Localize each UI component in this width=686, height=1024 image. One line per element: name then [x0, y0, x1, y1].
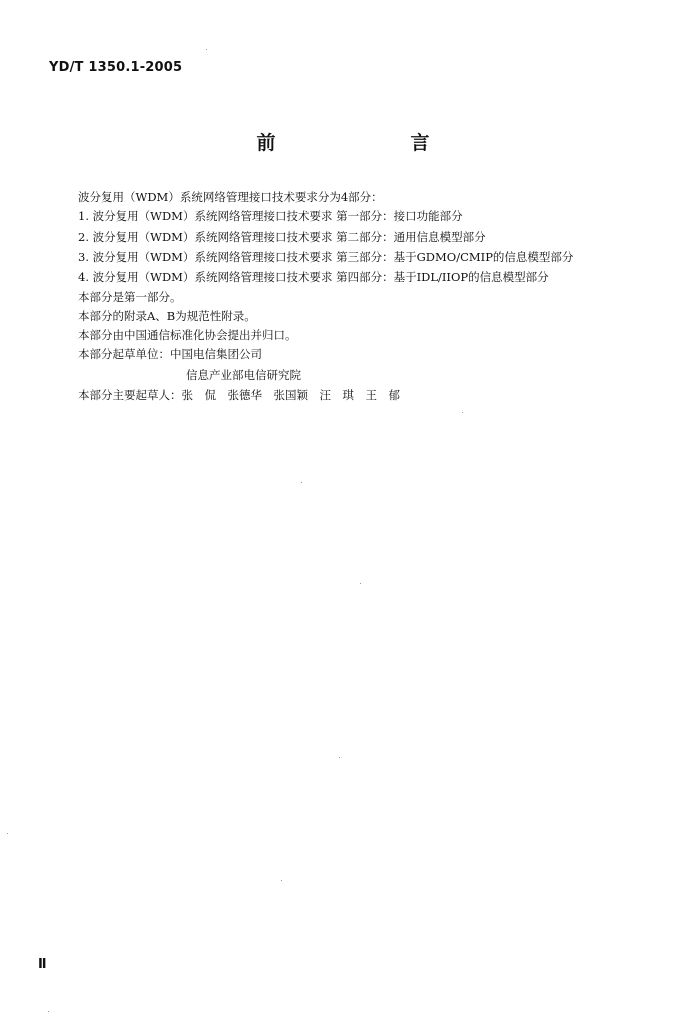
- scan-speck: [48, 1011, 49, 1012]
- proposer-line: 本部分由中国通信标准化协会提出并归口。: [78, 328, 297, 342]
- intro-line: 波分复用（WDM）系统网络管理接口技术要求分为4部分：: [78, 190, 383, 204]
- scan-speck: [360, 583, 361, 584]
- scan-speck: [462, 412, 463, 413]
- annex-line: 本部分的附录A、B为规范性附录。: [78, 309, 256, 323]
- scan-speck: [339, 757, 340, 758]
- part-1-line: 1. 波分复用（WDM）系统网络管理接口技术要求 第一部分：接口功能部分: [78, 209, 463, 223]
- drafting-unit-line: 本部分起草单位：中国电信集团公司: [78, 347, 262, 361]
- part-2-line: 2. 波分复用（WDM）系统网络管理接口技术要求 第二部分：通用信息模型部分: [78, 230, 486, 244]
- scan-speck: [301, 482, 302, 483]
- standard-code: YD/T 1350.1-2005: [49, 60, 183, 75]
- page-title: 前 言: [256, 132, 488, 154]
- drafters-line: 本部分主要起草人：张 侃 张德华 张国颖 汪 琪 王 郁: [78, 388, 400, 402]
- drafting-unit-second-line: 信息产业部电信研究院: [186, 368, 301, 382]
- scan-speck: [206, 49, 207, 50]
- scan-speck: [281, 880, 282, 881]
- scan-speck: [7, 833, 8, 834]
- part-4-line: 4. 波分复用（WDM）系统网络管理接口技术要求 第四部分：基于IDL/IIOP的信息模型部分: [78, 270, 549, 284]
- part-3-line: 3. 波分复用（WDM）系统网络管理接口技术要求 第三部分：基于GDMO/CMIP的信息模型部分: [78, 250, 574, 264]
- page-number: Ⅱ: [38, 957, 47, 972]
- this-part-line: 本部分是第一部分。: [78, 290, 182, 304]
